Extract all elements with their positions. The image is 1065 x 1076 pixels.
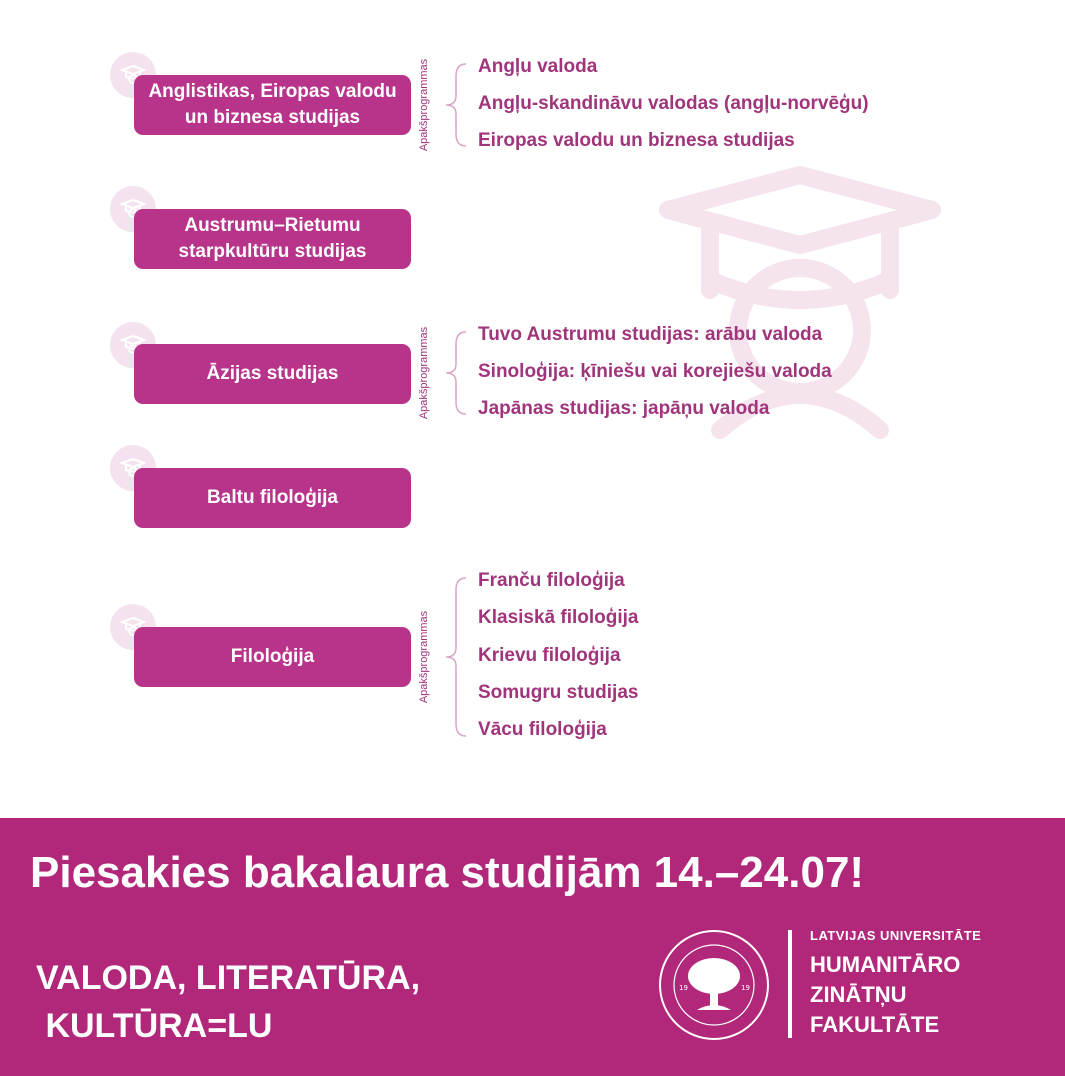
- subprogram-item[interactable]: Franču filoloģija: [478, 570, 625, 591]
- subprogram-item[interactable]: Tuvo Austrumu studijas: arābu valoda: [478, 324, 823, 345]
- faculty-name: [810, 950, 960, 1040]
- subprogram-item[interactable]: Sinoloģija: ķīniešu vai korejiešu valoda: [478, 361, 832, 382]
- tagline-line2: KULTŪRA=LU: [36, 1007, 273, 1045]
- subprogram-item[interactable]: Angļu-skandināvu valodas (angļu-norvēģu): [478, 93, 869, 114]
- subprogram-item[interactable]: Eiropas valodu un biznesa studijas: [478, 130, 795, 151]
- subprogram-item[interactable]: Somugru studijas: [478, 682, 639, 703]
- brace: [444, 330, 470, 416]
- banner-title: Piesakies bakalaura studijām 14.–24.07!: [30, 848, 865, 897]
- subprogram-item[interactable]: Klasiskā filoloģija: [478, 607, 639, 628]
- logo-divider: [788, 930, 792, 1038]
- subprogram-item[interactable]: Japānas studijas: japāņu valoda: [478, 398, 770, 419]
- svg-text:19: 19: [679, 984, 688, 992]
- svg-text:19: 19: [741, 984, 750, 992]
- program-anglistika[interactable]: Anglistikas, Eiropas valodu un biznesa studijas: [134, 75, 411, 135]
- program-austrumu-rietumu[interactable]: Austrumu–Rietumu starpkultūru studijas: [134, 209, 411, 269]
- subprogram-item[interactable]: Angļu valoda: [478, 56, 598, 77]
- subprogram-item[interactable]: Krievu filoloģija: [478, 645, 621, 666]
- brace: [444, 62, 470, 148]
- faculty-line: ZINĀTŅU: [810, 982, 907, 1007]
- program-azijas-studijas[interactable]: Āzijas studijas: [134, 344, 411, 404]
- university-name: LATVIJAS UNIVERSITĀTE: [810, 928, 982, 943]
- program-baltu-filologija[interactable]: Baltu filoloģija: [134, 468, 411, 528]
- program-filologija[interactable]: Filoloģija: [134, 627, 411, 687]
- page: Anglistikas, Eiropas valodu un biznesa studijas Apakšprogrammas Angļu valoda Angļu-skandināvu valodas (angļu-norvēģu) Eiropas valodu un biznesa studijas Austrumu–Rietumu starpkultūru studijas Āzijas studijas Apakšprogrammas Tuvo Austrumu studijas: arābu valoda Sinoloģija: ķīniešu vai korejiešu valoda Japānas studijas: japāņu valoda Baltu filoloģija Filoloģija Apakšprogrammas Franču filoloģija Klasiskā filoloģija Krievu filoloģija Somugru studijas Vācu filoloģija Piesakies bakalaura studijām 14.–24.07! VALODA, LITERATŪRA, KULTŪRA=LU 19 19 LATVIJAS UNIVERSITĀTE HUMANITĀRO ZINĀTŅU FAKULTĀTE: [0, 0, 1065, 1076]
- tagline-line1: VALODA, LITERATŪRA,: [36, 959, 421, 997]
- faculty-line: HUMANITĀRO: [810, 952, 961, 977]
- university-seal-icon: [657, 928, 771, 1042]
- subprogram-item[interactable]: Vācu filoloģija: [478, 719, 607, 740]
- tagline: [36, 954, 420, 1050]
- faculty-line: FAKULTĀTE: [810, 1012, 940, 1037]
- brace: [444, 576, 470, 738]
